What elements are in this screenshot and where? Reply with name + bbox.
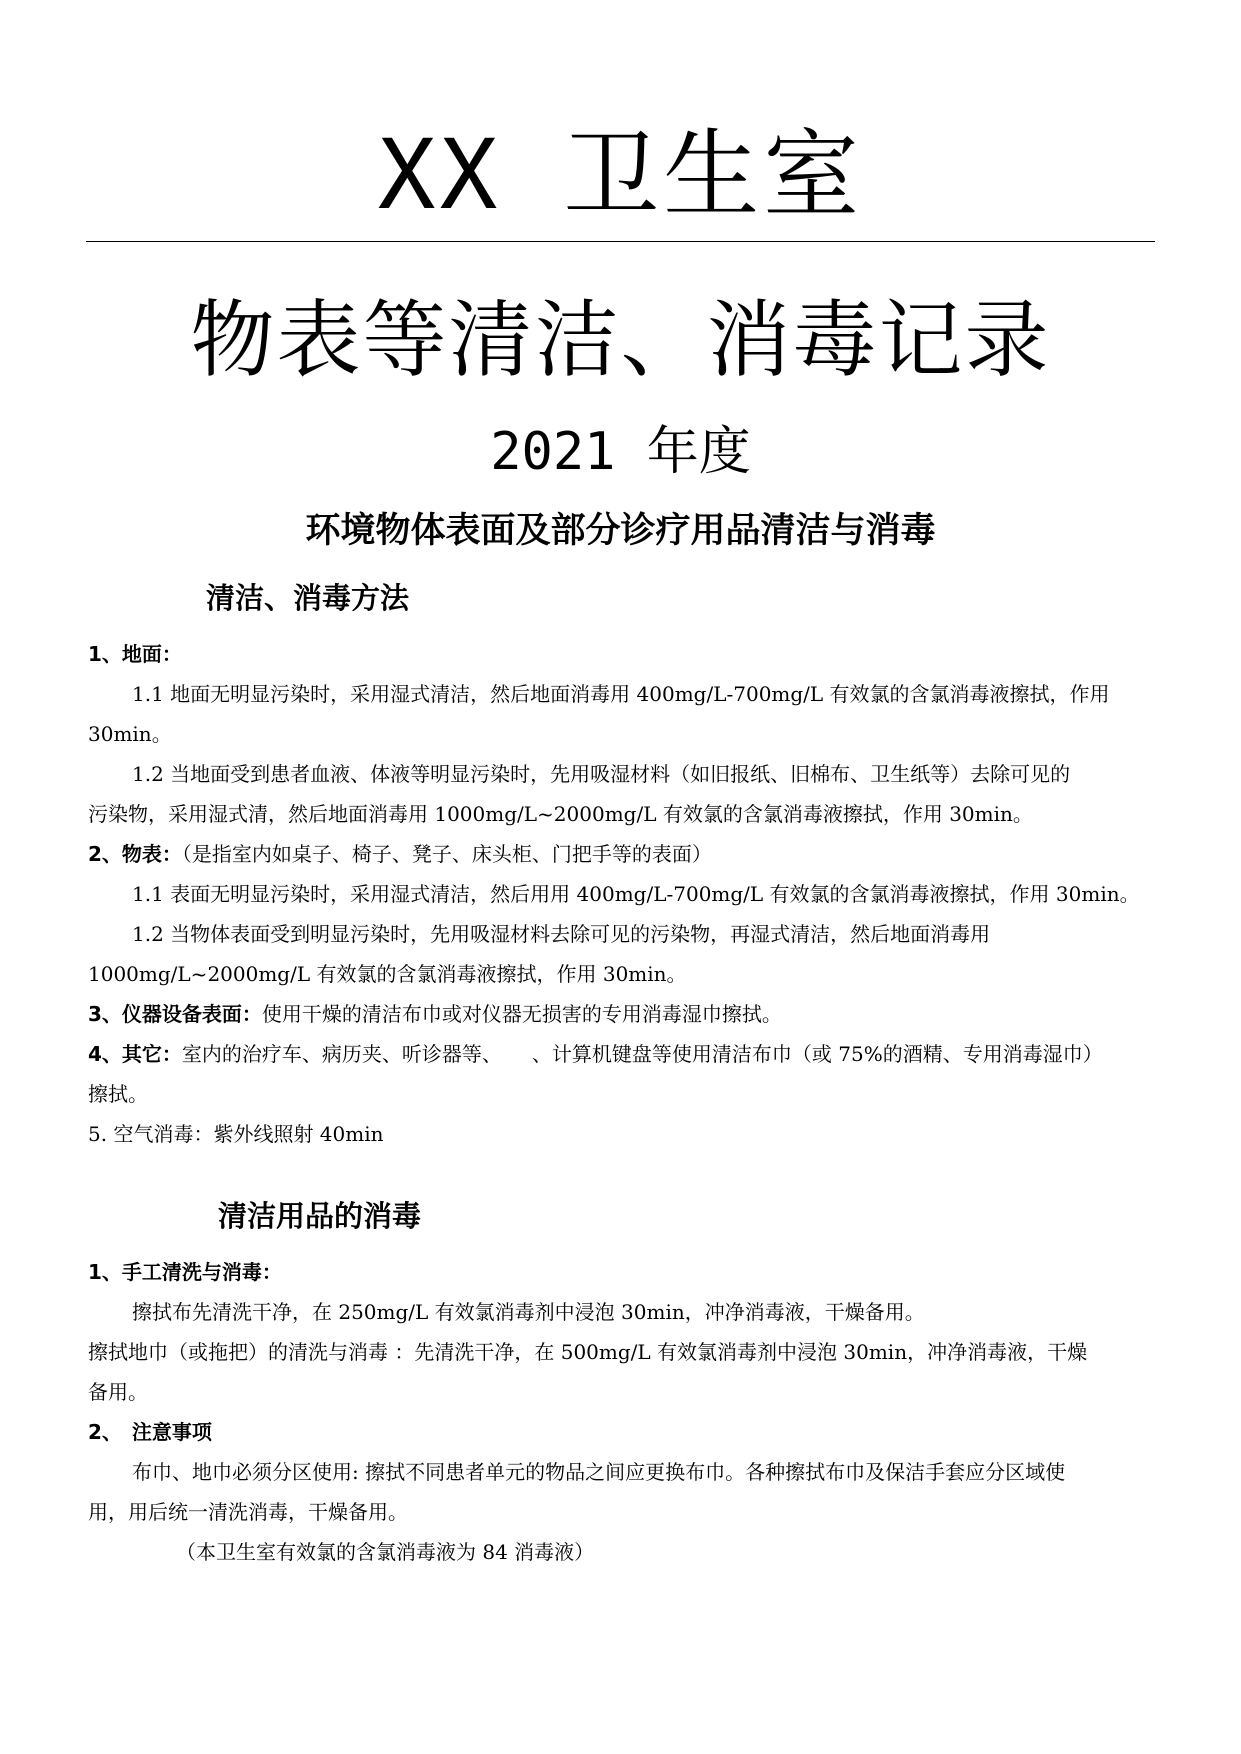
- surface-item-1-2: 1.2 当物体表面受到明显污染时，先用吸湿材料去除可见的污染物，再湿式清洁，然后地面消毒用: [132, 922, 991, 946]
- notes-text-cont: 用，用后统一清洗消毒，干燥备用。: [88, 1500, 408, 1524]
- equipment-line: [88, 994, 1158, 1034]
- mop-text-cont: 备用。: [88, 1380, 148, 1404]
- footnote: （本卫生室有效氯的含氯消毒液为 84 消毒液）: [176, 1540, 595, 1564]
- floor-item-1-1: 1.1 地面无明显污染时，采用湿式清洁，然后地面消毒用 400mg/L-700mg/L 有效氯的含氯消毒液擦拭，作用: [132, 682, 1110, 706]
- notes-text: 布巾、地巾必须分区使用: 擦拭不同患者单元的物品之间应更换布巾。各种擦拭布巾及保洁手套应分区域使: [132, 1460, 1066, 1484]
- surface-item-1-2-cont: 1000mg/L~2000mg/L 有效氯的含氯消毒液擦拭，作用 30min。: [88, 962, 687, 986]
- cleaning-heading: 清洁用品的消毒: [218, 1199, 422, 1233]
- clinic-name: XX 卫生室: [377, 119, 864, 231]
- other-text-cont: 擦拭。: [88, 1082, 148, 1106]
- equipment-label: 3、仪器设备表面：: [88, 1002, 262, 1026]
- surface-item-1-1: 1.1 表面无明显污染时，采用湿式清洁，然后用用 400mg/L-700mg/L 有效氯的含氯消毒液擦拭，作用 30min。: [132, 882, 1140, 906]
- main-section-title: 环境物体表面及部分诊疗用品清洁与消毒: [305, 511, 936, 551]
- other-label: 4、其它：: [88, 1042, 182, 1066]
- cleaning-body: [88, 1252, 1158, 1572]
- other-text: 室内的治疗车、病历夹、听诊器等、 、计算机键盘等使用清洁布巾（或 75%的酒精、专用消毒湿巾）: [181, 1042, 1103, 1066]
- air-disinfection: 5. 空气消毒：紫外线照射 40min: [88, 1122, 384, 1146]
- header-divider: [86, 241, 1155, 242]
- manual-text: 擦拭布先清洗干净，在 250mg/L 有效氯消毒剂中浸泡 30min，冲净消毒液，干燥备用。: [132, 1300, 925, 1324]
- equipment-text: 使用干燥的清洁布巾或对仪器无损害的专用消毒湿巾擦拭。: [261, 1002, 782, 1026]
- methods-heading: 清洁、消毒方法: [206, 581, 410, 615]
- surface-label: 2、物表：: [88, 842, 182, 866]
- other-line: [88, 1034, 1158, 1074]
- floor-item-1-2-cont: 污染物，采用湿式清，然后地面消毒用 1000mg/L~2000mg/L 有效氯的含氯消毒液擦拭，作用 30min。: [88, 802, 1033, 826]
- methods-body: [88, 634, 1158, 1154]
- manual-label: 1、手工清洗与消毒：: [88, 1260, 282, 1284]
- record-title: 物表等清洁、消毒记录: [190, 291, 1051, 389]
- year-label: 2021 年度: [490, 422, 751, 482]
- floor-item-1-1-cont: 30min。: [88, 722, 172, 746]
- floor-item-1-2: 1.2 当地面受到患者血液、体液等明显污染时，先用吸湿材料（如旧报纸、旧棉布、卫生纸等）去除可见的: [132, 762, 1071, 786]
- surface-desc: （是指室内如桌子、椅子、凳子、床头柜、门把手等的表面）: [181, 842, 712, 866]
- surface-line: [88, 834, 1158, 874]
- floor-label: 1、地面：: [88, 642, 182, 666]
- mop-text: 擦拭地巾（或拖把）的清洗与消毒 ：先清洗干净，在 500mg/L 有效氯消毒剂中浸泡 30min，冲净消毒液，干燥: [88, 1340, 1088, 1364]
- notes-label: 2、 注意事项: [88, 1420, 212, 1444]
